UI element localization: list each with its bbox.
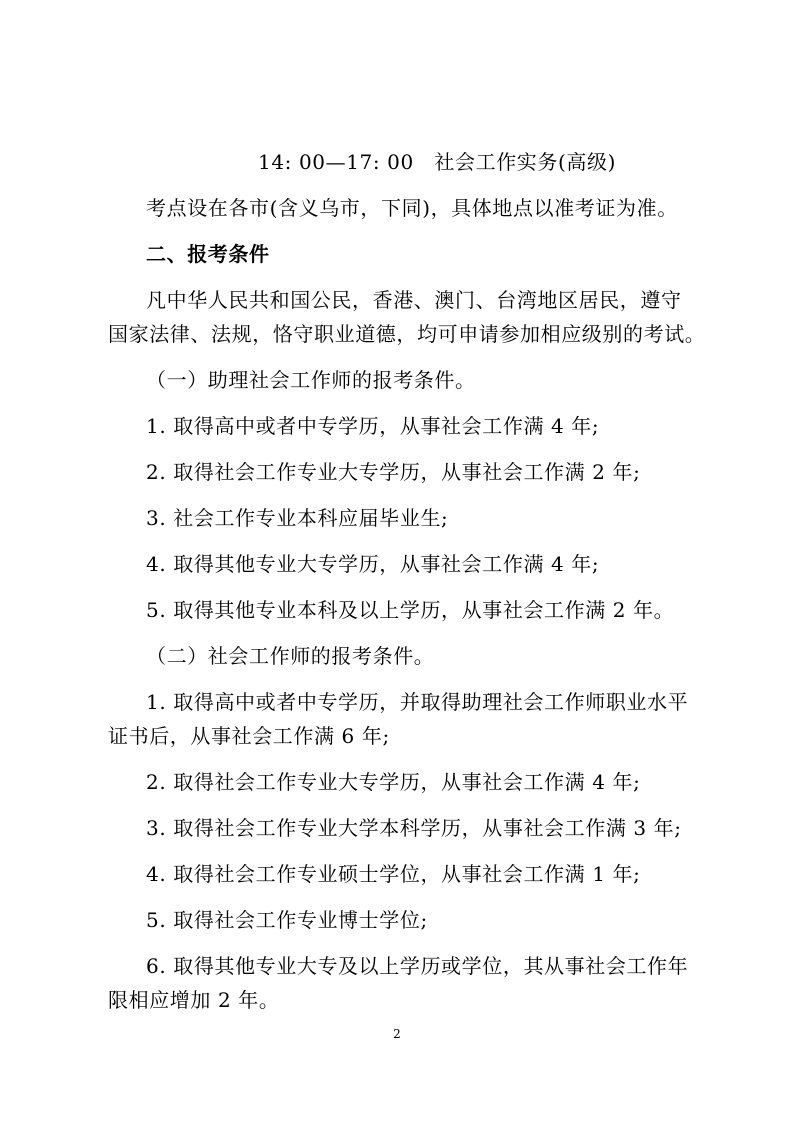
social-worker-heading: （二）社会工作师的报考条件。 — [146, 644, 435, 668]
social-worker-condition-4: 4. 取得社会工作专业硕士学位，从事社会工作满 1 年; — [146, 862, 641, 886]
assistant-condition-4: 4. 取得其他专业大专学历，从事社会工作满 4 年; — [146, 552, 600, 576]
assistant-condition-1: 1. 取得高中或者中专学历，从事社会工作满 4 年; — [146, 414, 600, 438]
exam-schedule-line: 14: 00—17: 00 社会工作实务(高级) — [258, 150, 616, 174]
social-worker-condition-6-line-1: 6. 取得其他专业大专及以上学历或学位，其从事社会工作年 — [146, 954, 689, 978]
section-heading-eligibility: 二、报考条件 — [146, 242, 270, 266]
page-number: 2 — [393, 1027, 401, 1041]
assistant-social-worker-heading: （一）助理社会工作师的报考条件。 — [146, 368, 476, 392]
exam-location-text: 考点设在各市(含义乌市，下同)，具体地点以准考证为准。 — [146, 196, 678, 220]
assistant-condition-3: 3. 社会工作专业本科应届毕业生; — [146, 506, 449, 530]
social-worker-condition-1-line-1: 1. 取得高中或者中专学历，并取得助理社会工作师职业水平 — [146, 690, 689, 714]
assistant-condition-2: 2. 取得社会工作专业大专学历，从事社会工作满 2 年; — [146, 460, 641, 484]
social-worker-condition-5: 5. 取得社会工作专业博士学位; — [146, 908, 428, 932]
eligibility-intro-line-1: 凡中华人民共和国公民，香港、澳门、台湾地区居民，遵守 — [146, 288, 682, 312]
social-worker-condition-6-line-2: 限相应增加 2 年。 — [108, 988, 280, 1012]
eligibility-intro-line-2: 国家法律、法规，恪守职业道德，均可申请参加相应级别的考试。 — [108, 322, 706, 346]
assistant-condition-5: 5. 取得其他专业本科及以上学历，从事社会工作满 2 年。 — [146, 598, 675, 622]
social-worker-condition-3: 3. 取得社会工作专业大学本科学历，从事社会工作满 3 年; — [146, 816, 682, 840]
social-worker-condition-2: 2. 取得社会工作专业大专学历，从事社会工作满 4 年; — [146, 770, 641, 794]
social-worker-condition-1-line-2: 证书后，从事社会工作满 6 年; — [108, 724, 390, 748]
